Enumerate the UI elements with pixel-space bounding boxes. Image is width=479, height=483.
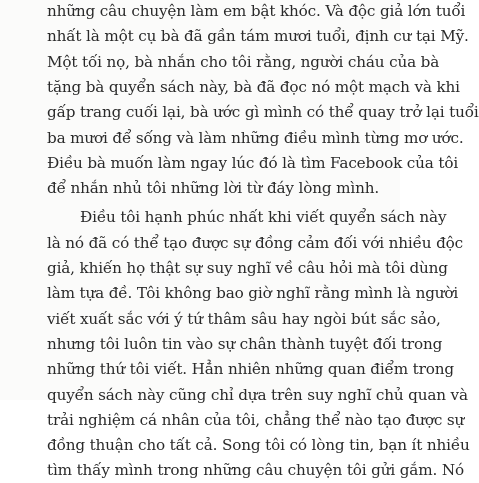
text-line: gấp trang cuối lại, bà ước gì mình có thể quay trở lại tuổi (47, 103, 479, 122)
text-line: giả, khiến họ thật sự suy nghĩ về câu hỏi mà tôi dùng (47, 259, 448, 277)
text-line: để nhắn nhủ tôi những lời từ đáy lòng mình. (47, 179, 380, 198)
text-line: Điều bà muốn làm ngay lúc đó là tìm Facebook của tôi (47, 153, 459, 172)
text-line: là nó đã có thể tạo được sự đồng cảm đối với nhiều độc (47, 233, 464, 252)
text-line: nhưng tôi luôn tin vào sự chân thành tuyệt đối trong (47, 334, 443, 353)
text-line: những câu chuyện làm em bật khóc. Và độc giả lớn tuổi (47, 2, 466, 20)
text-line: Một tối nọ, bà nhắn cho tôi rằng, người cháu của bà (47, 52, 440, 71)
text-line: đồng thuận cho tất cả. Song tôi có lòng tin, bạn ít nhiều (47, 436, 470, 455)
text-line: Điều tôi hạnh phúc nhất khi viết quyển sách này (80, 208, 447, 227)
text-line: tặng bà quyển sách này, bà đã đọc nó một mạch và khi (47, 77, 460, 96)
text-line: viết xuất sắc với ý tứ thâm sâu hay ngòi bút sắc sảo, (47, 309, 441, 328)
text-line: trải nghiệm cá nhân của tôi, chẳng thể nào tạo được sự (47, 410, 465, 429)
text-line: quyển sách này cũng chỉ dựa trên suy nghĩ chủ quan và (47, 385, 468, 404)
text-line: làm tựa đề. Tôi không bao giờ nghĩ rằng mình là người (47, 284, 459, 303)
text-line: những thứ tôi viết. Hẳn nhiên những quan điểm trong (47, 360, 454, 379)
text-line: ba mươi để sống và làm những điều mình từng mơ ước. (47, 128, 464, 147)
text-line: tìm thấy mình trong những câu chuyện tôi gửi gắm. Nó (47, 461, 464, 480)
text-line: nhất là một cụ bà đã gần tám mươi tuổi, định cư tại Mỹ. (47, 27, 469, 46)
